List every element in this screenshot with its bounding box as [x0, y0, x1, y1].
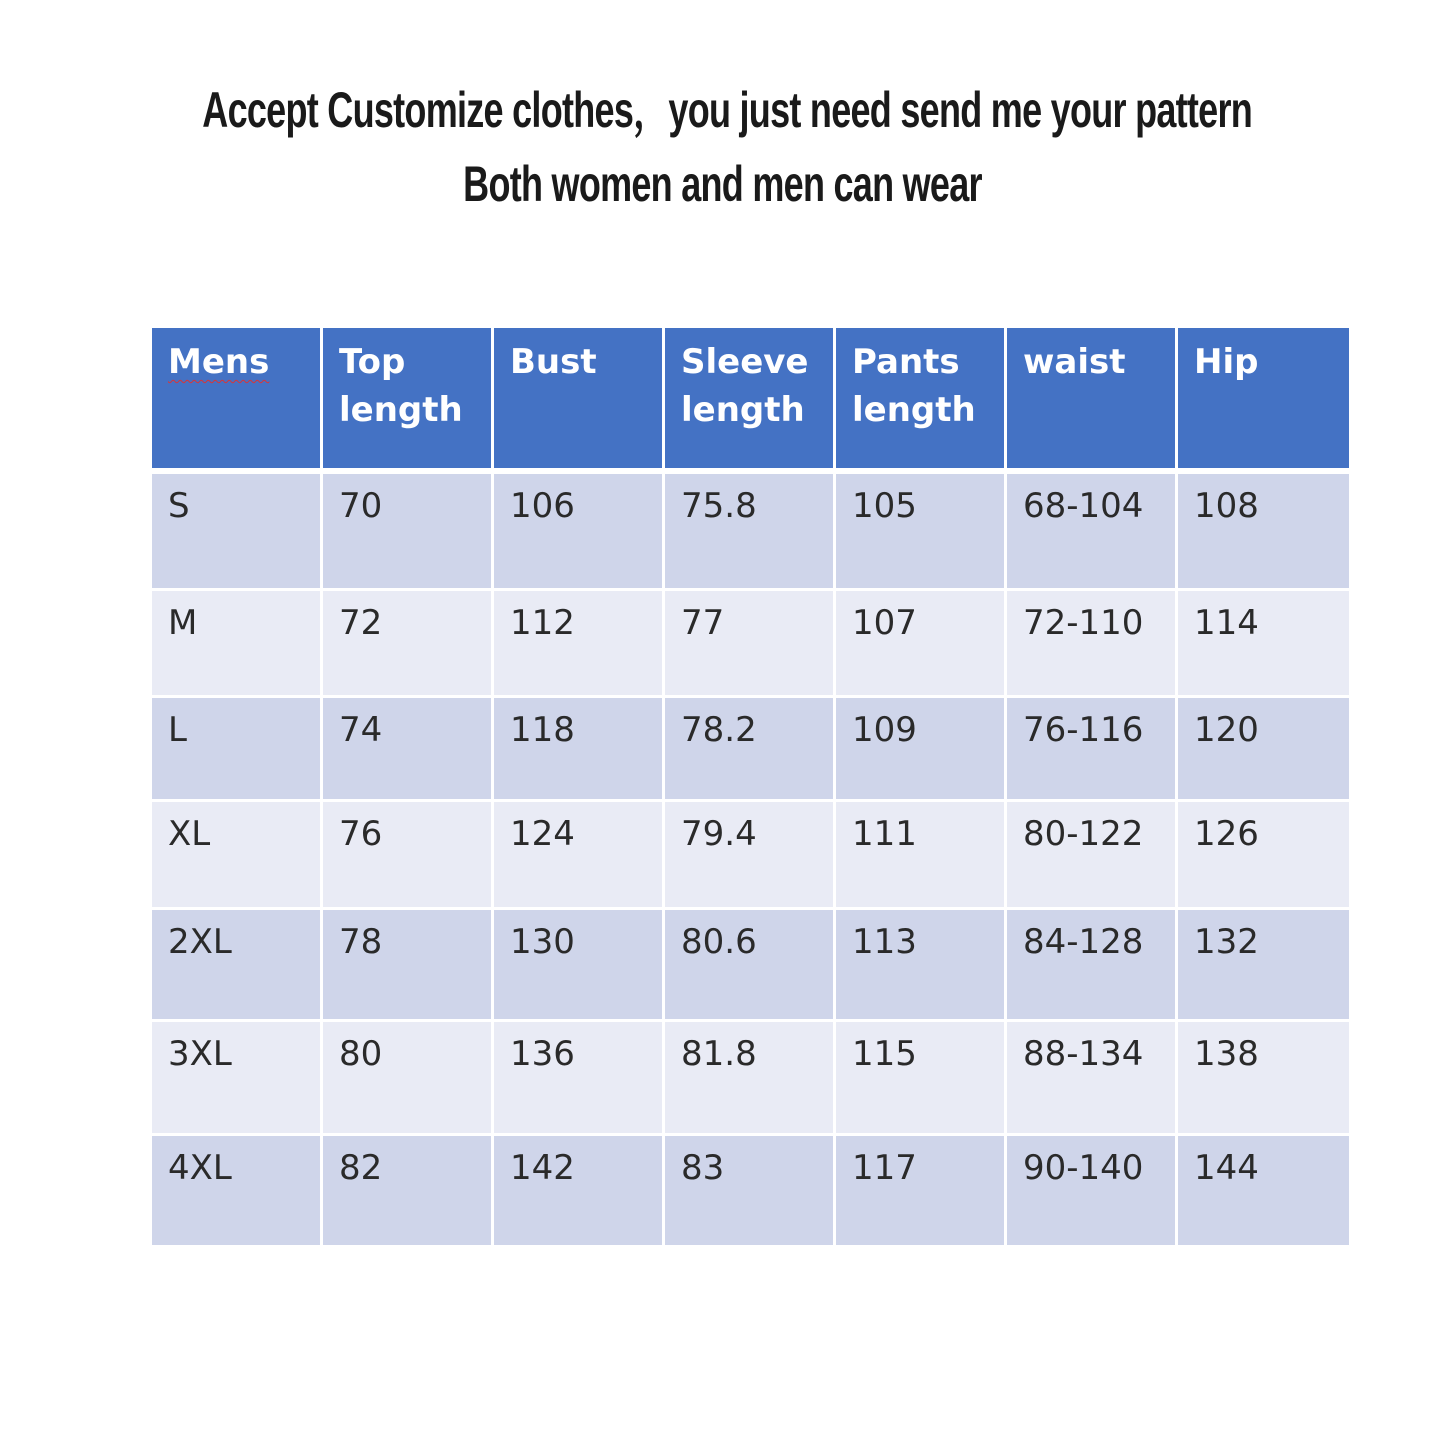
cell-waist: 68-104 — [1007, 474, 1178, 591]
table-row — [152, 1022, 1349, 1136]
cell-size: S — [152, 474, 323, 591]
cell-waist: 80-122 — [1007, 802, 1178, 910]
cell-pants-length: 105 — [836, 474, 1007, 591]
cell-hip: 120 — [1178, 698, 1349, 802]
table-row — [152, 910, 1349, 1022]
cell-waist: 88-134 — [1007, 1022, 1178, 1136]
table-row — [152, 1136, 1349, 1248]
table-row — [152, 698, 1349, 802]
cell-pants-length: 117 — [836, 1136, 1007, 1248]
cell-pants-length: 109 — [836, 698, 1007, 802]
cell-hip: 138 — [1178, 1022, 1349, 1136]
size-chart-table — [152, 328, 1349, 1248]
cell-bust: 106 — [494, 474, 665, 591]
cell-bust: 130 — [494, 910, 665, 1022]
cell-size: 2XL — [152, 910, 323, 1022]
cell-top-length: 72 — [323, 591, 494, 698]
cell-waist: 76-116 — [1007, 698, 1178, 802]
header-bust: Bust — [494, 328, 665, 474]
cell-pants-length: 113 — [836, 910, 1007, 1022]
header-waist: waist — [1007, 328, 1178, 474]
header-hip: Hip — [1178, 328, 1349, 474]
table-row — [152, 474, 1349, 591]
cell-size: M — [152, 591, 323, 698]
cell-waist: 90-140 — [1007, 1136, 1178, 1248]
cell-top-length: 70 — [323, 474, 494, 591]
header-sleeve-length: Sleeve length — [665, 328, 836, 474]
cell-hip: 144 — [1178, 1136, 1349, 1248]
cell-top-length: 76 — [323, 802, 494, 910]
cell-top-length: 80 — [323, 1022, 494, 1136]
cell-hip: 126 — [1178, 802, 1349, 910]
cell-hip: 132 — [1178, 910, 1349, 1022]
cell-bust: 118 — [494, 698, 665, 802]
cell-size: 4XL — [152, 1136, 323, 1248]
header-pants-length: Pants length — [836, 328, 1007, 474]
cell-size: L — [152, 698, 323, 802]
table-row — [152, 591, 1349, 698]
cell-sleeve-length: 75.8 — [665, 474, 836, 591]
cell-sleeve-length: 79.4 — [665, 802, 836, 910]
header-top-length: Top length — [323, 328, 494, 474]
cell-pants-length: 111 — [836, 802, 1007, 910]
cell-sleeve-length: 83 — [665, 1136, 836, 1248]
cell-top-length: 74 — [323, 698, 494, 802]
cell-hip: 114 — [1178, 591, 1349, 698]
cell-size: 3XL — [152, 1022, 323, 1136]
cell-bust: 142 — [494, 1136, 665, 1248]
cell-pants-length: 115 — [836, 1022, 1007, 1136]
cell-hip: 108 — [1178, 474, 1349, 591]
cell-bust: 124 — [494, 802, 665, 910]
cell-top-length: 78 — [323, 910, 494, 1022]
cell-top-length: 82 — [323, 1136, 494, 1248]
cell-sleeve-length: 78.2 — [665, 698, 836, 802]
cell-sleeve-length: 77 — [665, 591, 836, 698]
cell-sleeve-length: 81.8 — [665, 1022, 836, 1136]
cell-waist: 72-110 — [1007, 591, 1178, 698]
title-line-1: Accept Customize clothes，you just need send me your pattern — [202, 82, 1253, 138]
cell-size: XL — [152, 802, 323, 910]
cell-bust: 112 — [494, 591, 665, 698]
header-row — [152, 328, 1349, 474]
cell-bust: 136 — [494, 1022, 665, 1136]
cell-waist: 84-128 — [1007, 910, 1178, 1022]
title-line-2: Both women and men can wear — [463, 156, 982, 212]
cell-sleeve-length: 80.6 — [665, 910, 836, 1022]
header-mens: Mens — [152, 328, 323, 474]
table-row — [152, 802, 1349, 910]
cell-pants-length: 107 — [836, 591, 1007, 698]
